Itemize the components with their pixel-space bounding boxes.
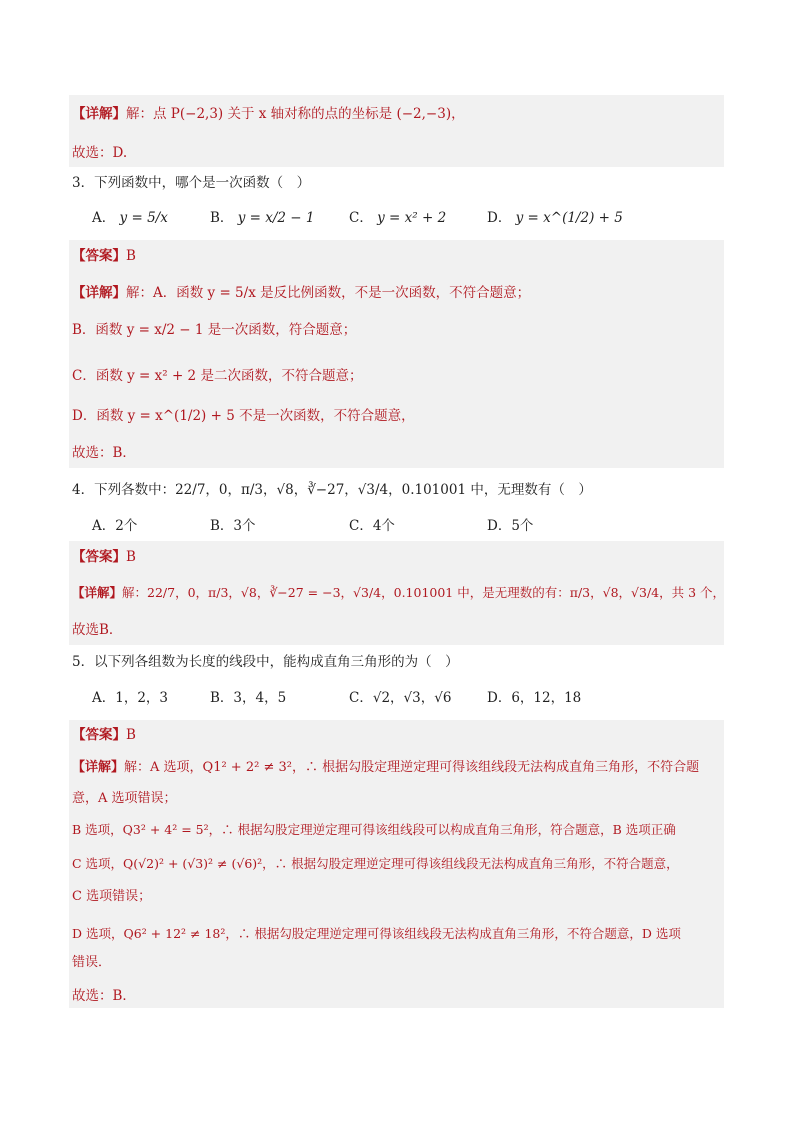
q5-option-c-text: √2，√3，√6 [372,690,452,706]
q5-detail-line-4: C 选项，Q(√2)² + (√3)² ≠ (√6)²，∴ 根据勾股定理逆定理可得该组线段无法构成直角三角形，不符合题意， [72,856,679,871]
q4-option-d [487,516,533,536]
q5-detail-text-1: 解：A 选项，Q1² + 2² ≠ 3²，∴ 根据勾股定理逆定理可得该组线段无法构成直角三角形，不符合题 [124,760,700,775]
q4-option-c-text: 4个 [372,518,395,534]
q3-option-c-expr: y = x² + 2 [377,210,447,226]
q5-option-b [210,688,286,708]
q4-detail [72,583,725,603]
q5-option-d-label: D． [487,690,512,706]
q4-option-a-text: 2个 [115,518,138,534]
q2-detail [72,104,465,124]
q3-answer-tag: 【答案】 [72,248,126,264]
q4-option-c [349,516,395,536]
q2-detail-text: 解：点 P(−2,3) 关于 x 轴对称的点的坐标是 (−2,−3)， [126,106,465,122]
q4-stem: 4．下列各数中：22/7，0，π/3，√8，∛−27，√3/4，0.101001 中，无理数有（ ） [72,482,592,498]
q5-choice: 故选：B． [72,988,136,1004]
q3-detail-line-1 [72,283,530,303]
q2-choice: 故选：D. [72,145,128,161]
q5-option-d [487,688,581,708]
q3-option-a-expr: y = 5/x [119,210,168,226]
q3-stem: 3．下列函数中，哪个是一次函数（ ） [72,175,311,191]
q4-answer-value: B [126,549,136,565]
q3-answer-value: B [126,248,136,264]
q3-choice: 故选：B． [72,445,136,461]
q3-option-a-label: A． [92,210,116,226]
q5-detail-line-3: B 选项，Q3² + 4² = 5²，∴ 根据勾股定理逆定理可得该组线段可以构成直角三角形，符合题意，B 选项正确 [72,822,676,837]
q2-detail-tag: 【详解】 [72,106,126,122]
q3-option-b-expr: y = x/2 − 1 [237,210,315,226]
q3-option-c-label: C． [349,210,373,226]
q3-option-b [210,208,314,228]
q5-stem: 5．以下列各组数为长度的线段中，能构成直角三角形的为（ ） [72,654,459,670]
q5-option-a-label: A． [92,690,116,706]
q4-choice: 故选B． [72,622,123,638]
q3-option-d-expr: y = x^(1/2) + 5 [515,210,623,226]
q4-option-d-label: D． [487,518,512,534]
q5-detail-tag: 【详解】 [72,760,125,775]
q4-option-b [210,516,256,536]
q4-detail-text: 解：22/7，0，π/3，√8，∛−27 = −3，√3/4，0.101001 中，是无理数的有：π/3，√8，√3/4，共 3 个， [122,585,726,600]
q4-option-d-text: 5个 [511,518,534,534]
q3-detail-text-1: 解：A．函数 y = 5/x 是反比例函数，不是一次函数，不符合题意； [126,285,531,301]
q5-option-c-label: C． [349,690,373,706]
q3-detail-tag: 【详解】 [72,285,126,301]
q4-answer [72,547,136,567]
q5-detail-line-7: 错误． [72,955,112,970]
q4-option-a [92,516,137,536]
q4-option-c-label: C． [349,518,373,534]
q4-detail-tag: 【详解】 [72,585,123,600]
q4-answer-tag: 【答案】 [72,549,126,565]
q3-option-d [487,208,623,228]
q3-option-d-label: D． [487,210,512,226]
q5-option-a-text: 1，2，3 [115,690,169,706]
q3-detail-line-2: B．函数 y = x/2 − 1 是一次函数，符合题意； [72,322,357,338]
q3-option-b-label: B． [210,210,234,226]
q5-answer-value: B [126,727,136,743]
q5-option-b-text: 3，4，5 [233,690,287,706]
q3-option-a [92,208,168,228]
q5-answer [72,725,136,745]
q4-option-b-text: 3个 [233,518,256,534]
q5-answer-tag: 【答案】 [72,727,126,743]
q5-option-b-label: B． [210,690,234,706]
q5-option-c [349,688,451,708]
q4-option-a-label: A． [92,518,116,534]
q4-option-b-label: B． [210,518,234,534]
q5-option-d-text: 6，12，18 [511,690,582,706]
q3-option-c [349,208,446,228]
q3-detail-line-3: C．函数 y = x² + 2 是二次函数，不符合题意； [72,368,363,384]
q3-detail-line-4: D．函数 y = x^(1/2) + 5 不是一次函数，不符合题意， [72,408,415,424]
q5-detail-line-5: C 选项错误； [72,889,152,904]
q5-detail-line-6: D 选项，Q6² + 12² ≠ 18²，∴ 根据勾股定理逆定理可得该组线段无法构成直角三角形，不符合题意，D 选项 [72,926,681,941]
q3-answer [72,246,136,266]
q3-solution-box [69,240,724,468]
q5-detail-line-2: 意，A 选项错误； [72,791,177,806]
q5-option-a [92,688,168,708]
q5-detail-line-1 [72,758,699,778]
